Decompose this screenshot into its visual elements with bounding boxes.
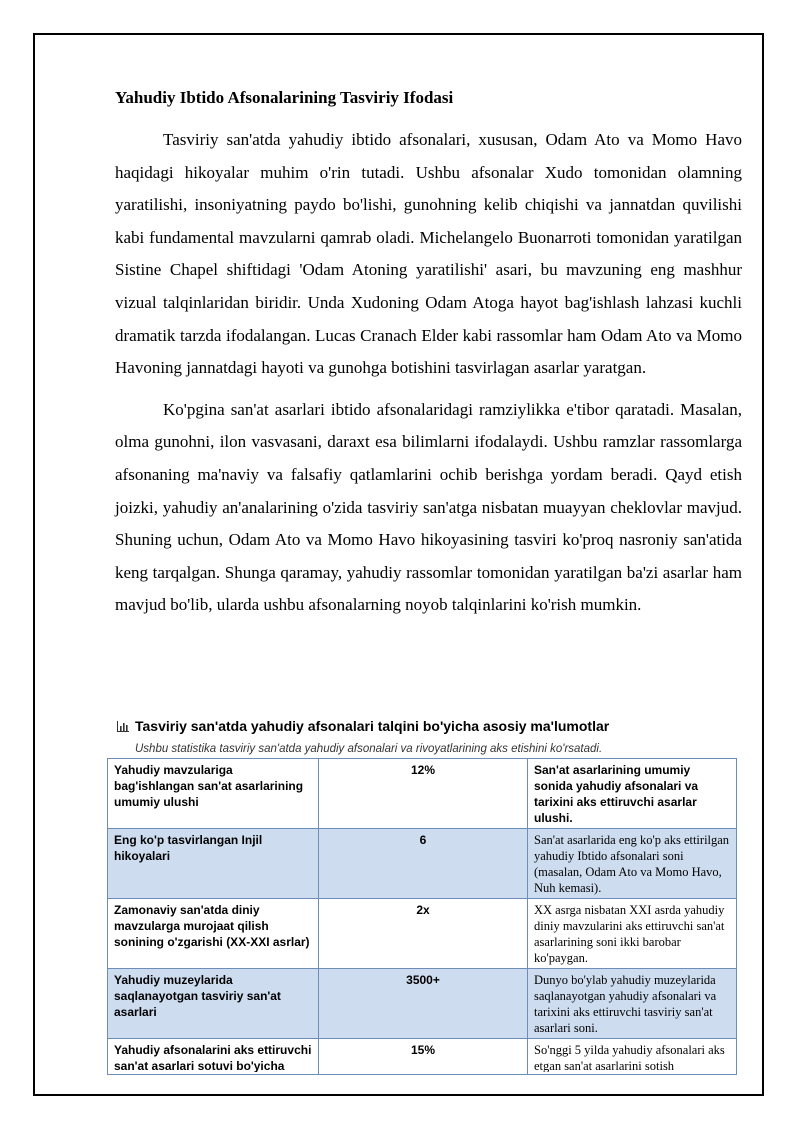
row-description: Dunyo bo'ylab yahudiy muzeylarida saqlanayotgan yahudiy afsonalari va tarixini aks ettiruvchi tasviriy san'at asarlari soni.: [528, 969, 737, 1039]
row-value: 6: [319, 829, 528, 899]
row-description: San'at asarlarida eng ko'p aks ettirilgan yahudiy Ibtido afsonalari soni (masalan, Odam Ato va Momo Havo, Nuh kemasi).: [528, 829, 737, 899]
row-value-cell: [319, 1039, 528, 1075]
row-label: Yahudiy muzeylarida saqlanayotgan tasviriy san'at asarlari: [108, 969, 319, 1039]
paragraph-1: Tasviriy san'atda yahudiy ibtido afsonalari, xususan, Odam Ato va Momo Havo haqidagi hikoyalar muhim o'rin tutadi. Ushbu afsonalar Xudo tomonidan olamning yaratilishi, insoniyatning paydo bo'lishi, gunohning kelib chiqishi va jannatdan quvilishi kabi fundamental mavzularni qamrab oladi. Michelangelo Buonarroti tomonidan yaratilgan Sistine Chapel shiftidagi 'Odam Atoning yaratilishi' asari, bu mavzuning eng mashhur vizual talqinlaridan biridir. Unda Xudoning Odam Atoga hayot bag'ishlash lahzasi kuchli dramatik tarzda ifodalangan. Lucas Cranach Elder kabi rassomlar ham Odam Ato va Momo Havoning jannatdagi hayoti va gunohga botishini tasvirlagan asarlar yaratgan.: [115, 130, 742, 378]
row-label: Yahudiy afsonalarini aks ettiruvchi san'at asarlari sotuvi bo'yicha: [114, 1043, 312, 1072]
row-description: San'at asarlarining umumiy sonida yahudiy afsonalari va tarixini aks ettiruvchi asarlar ulushi.: [528, 759, 737, 829]
row-label: Zamonaviy san'atda diniy mavzularga murojaat qilish sonining o'zgarishi (XX-XXI asrlar): [108, 899, 319, 969]
row-label: Eng ko'p tasvirlangan Injil hikoyalari: [108, 829, 319, 899]
row-value: 2x: [319, 899, 528, 969]
row-value: 15%: [410, 1043, 436, 1057]
document-heading: Yahudiy Ibtido Afsonalarining Tasviriy Ifodasi: [115, 88, 454, 107]
row-description-cell: [528, 1039, 737, 1075]
stats-section: [117, 700, 757, 761]
table-row: [108, 759, 737, 829]
stats-title-row: [117, 718, 757, 734]
table-row: [108, 969, 737, 1039]
stats-caption: Ushbu statistika tasviriy san'atda yahudiy afsonalari va rivoyatlarining aks etishini ko'rsatadi.: [135, 743, 603, 755]
table-row: [108, 1039, 737, 1075]
row-value: 12%: [319, 759, 528, 829]
table-row: [108, 899, 737, 969]
paragraph-2: Ko'pgina san'at asarlari ibtido afsonalaridagi ramziylikka e'tibor qaratadi. Masalan, olma gunohni, ilon vasvasani, daraxt esa bilimlarni ifodalaydi. Ushbu ramzlar rassomlarga afsonaning ma'naviy va falsafiy qatlamlarini ochib berishga yordam beradi. Qayd etish joizki, yahudiy an'analarining o'zida tasviriy san'atga nisbatan muayyan cheklovlar mavjud. Shuning uchun, Odam Ato va Momo Havo hikoyasining tasviri ko'proq nasroniy san'atida keng tarqalgan. Shunga qaramay, yahudiy rassomlar tomonidan yaratilgan ba'zi asarlar ham mavjud bo'lib, ularda ushbu afsonalarning noyob talqinlarini ko'rish mumkin.: [115, 399, 742, 615]
row-description: So'nggi 5 yilda yahudiy afsonalari aks etgan san'at asarlarini sotish: [534, 1043, 725, 1072]
row-description: XX asrga nisbatan XXI asrda yahudiy diniy mavzularini aks ettiruvchi san'at asarlarining soni ikki barobar ko'paygan.: [528, 899, 737, 969]
row-label: Yahudiy mavzulariga bag'ishlangan san'at asarlarining umumiy ulushi: [108, 759, 319, 829]
table-row: [108, 829, 737, 899]
stats-table: [107, 758, 737, 1075]
bar-chart-icon: [117, 720, 129, 732]
document-body: [115, 84, 742, 631]
row-label-cell: [108, 1039, 319, 1075]
row-value: 3500+: [319, 969, 528, 1039]
stats-title: Tasviriy san'atda yahudiy afsonalari talqini bo'yicha asosiy ma'lumotlar: [135, 718, 610, 734]
